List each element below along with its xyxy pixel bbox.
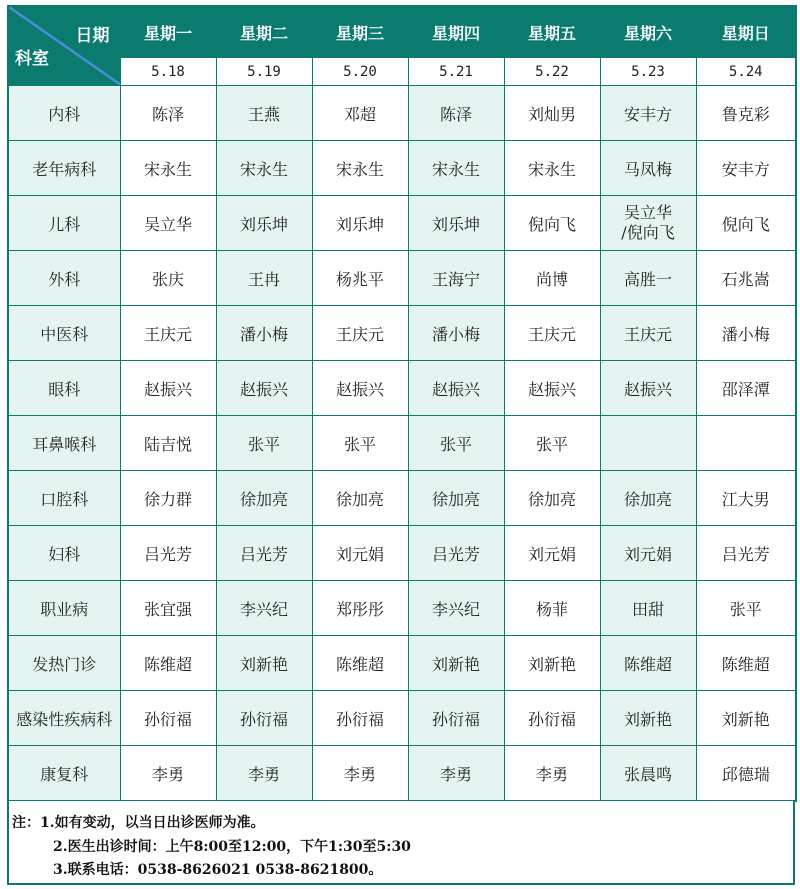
dept-name-cell: 内科	[8, 86, 120, 141]
doctor-cell: 陈泽	[120, 86, 216, 141]
doctor-cell: 徐加亮	[408, 471, 504, 526]
dept-name-cell: 职业病	[8, 581, 120, 636]
doctor-cell: 赵振兴	[312, 361, 408, 416]
dept-name-cell: 发热门诊	[8, 636, 120, 691]
doctor-cell: 王燕	[216, 86, 312, 141]
dept-name-cell: 口腔科	[8, 471, 120, 526]
doctor-cell: 赵振兴	[120, 361, 216, 416]
doctor-cell: 宋永生	[312, 141, 408, 196]
dept-name-cell: 耳鼻喉科	[8, 416, 120, 471]
table-row	[8, 636, 796, 691]
date-cell: 5.20	[312, 58, 408, 86]
table-row	[8, 141, 796, 196]
table-row	[8, 691, 796, 746]
header-row	[8, 6, 796, 58]
weekday-header: 星期日	[696, 6, 796, 58]
doctor-cell: 吴立华 /倪向飞	[600, 196, 696, 251]
notes-box	[7, 801, 795, 885]
doctor-cell: 孙衍福	[216, 691, 312, 746]
doctor-cell: 吕光芳	[216, 526, 312, 581]
corner-header	[8, 6, 120, 86]
dept-name-cell: 中医科	[8, 306, 120, 361]
doctor-cell: 陈维超	[600, 636, 696, 691]
weekday-header: 星期六	[600, 6, 696, 58]
doctor-cell: 张晨鸣	[600, 746, 696, 802]
weekday-header: 星期四	[408, 6, 504, 58]
doctor-cell: 赵振兴	[408, 361, 504, 416]
doctor-cell: 张平	[216, 416, 312, 471]
date-cell: 5.19	[216, 58, 312, 86]
doctor-cell: 刘新艳	[504, 636, 600, 691]
table-row	[8, 86, 796, 141]
doctor-cell: 杨菲	[504, 581, 600, 636]
doctor-cell: 宋永生	[120, 141, 216, 196]
dept-name-cell: 康复科	[8, 746, 120, 802]
doctor-cell: 徐加亮	[600, 471, 696, 526]
table-row	[8, 251, 796, 306]
doctor-cell: 潘小梅	[408, 306, 504, 361]
doctor-cell	[696, 416, 796, 471]
table-row	[8, 306, 796, 361]
doctor-cell: 马凤梅	[600, 141, 696, 196]
doctor-cell: 潘小梅	[696, 306, 796, 361]
doctor-cell: 孙衍福	[312, 691, 408, 746]
note-line-1: 注：1.如有变动，以当日出诊医师为准。	[12, 815, 265, 831]
doctor-cell: 宋永生	[408, 141, 504, 196]
doctor-cell: 郑彤彤	[312, 581, 408, 636]
weekday-header: 星期三	[312, 6, 408, 58]
doctor-cell: 王冉	[216, 251, 312, 306]
doctor-cell: 刘元娟	[312, 526, 408, 581]
date-cell: 5.18	[120, 58, 216, 86]
doctor-cell: 徐加亮	[504, 471, 600, 526]
doctor-cell: 陈维超	[312, 636, 408, 691]
dept-name-cell: 外科	[8, 251, 120, 306]
table-row	[8, 746, 796, 802]
doctor-cell: 刘元娟	[504, 526, 600, 581]
doctor-cell: 王海宁	[408, 251, 504, 306]
doctor-cell: 刘乐坤	[312, 196, 408, 251]
doctor-cell: 安丰方	[696, 141, 796, 196]
note-line-3: 3.联系电话：0538-8626021 0538-8621800。	[53, 862, 383, 878]
doctor-cell: 李勇	[120, 746, 216, 802]
dept-name-cell: 老年病科	[8, 141, 120, 196]
doctor-cell: 李勇	[312, 746, 408, 802]
doctor-cell: 陈维超	[120, 636, 216, 691]
doctor-cell: 高胜一	[600, 251, 696, 306]
doctor-cell: 石兆嵩	[696, 251, 796, 306]
doctor-cell: 刘乐坤	[408, 196, 504, 251]
dept-name-cell: 妇科	[8, 526, 120, 581]
doctor-cell: 孙衍福	[408, 691, 504, 746]
weekday-header: 星期二	[216, 6, 312, 58]
doctor-cell: 孙衍福	[120, 691, 216, 746]
schedule-table	[7, 5, 797, 802]
doctor-cell: 倪向飞	[696, 196, 796, 251]
table-row	[8, 416, 796, 471]
doctor-cell: 徐加亮	[312, 471, 408, 526]
date-axis-label: 日期	[75, 26, 110, 46]
weekday-header: 星期五	[504, 6, 600, 58]
dept-axis-label: 科室	[15, 49, 49, 69]
doctor-cell: 赵振兴	[504, 361, 600, 416]
doctor-cell: 鲁克彩	[696, 86, 796, 141]
doctor-cell: 江大男	[696, 471, 796, 526]
dept-name-cell: 眼科	[8, 361, 120, 416]
doctor-cell: 吕光芳	[696, 526, 796, 581]
doctor-cell: 王庆元	[504, 306, 600, 361]
doctor-cell: 邓超	[312, 86, 408, 141]
doctor-cell: 刘元娟	[600, 526, 696, 581]
doctor-cell: 倪向飞	[504, 196, 600, 251]
doctor-cell: 李兴纪	[216, 581, 312, 636]
doctor-cell: 尚博	[504, 251, 600, 306]
table-row	[8, 526, 796, 581]
doctor-cell: 赵振兴	[216, 361, 312, 416]
doctor-cell: 孙衍福	[504, 691, 600, 746]
doctor-cell: 张庆	[120, 251, 216, 306]
doctor-cell: 李勇	[216, 746, 312, 802]
date-cell: 5.22	[504, 58, 600, 86]
doctor-cell: 徐加亮	[216, 471, 312, 526]
doctor-cell: 吴立华	[120, 196, 216, 251]
doctor-cell: 王庆元	[312, 306, 408, 361]
doctor-cell: 刘新艳	[696, 691, 796, 746]
doctor-cell: 安丰方	[600, 86, 696, 141]
doctor-cell: 张平	[504, 416, 600, 471]
table-row	[8, 581, 796, 636]
doctor-cell: 徐力群	[120, 471, 216, 526]
doctor-cell: 宋永生	[216, 141, 312, 196]
doctor-cell: 刘新艳	[216, 636, 312, 691]
table-row	[8, 361, 796, 416]
weekday-header: 星期一	[120, 6, 216, 58]
schedule-body	[8, 86, 796, 802]
date-cell: 5.24	[696, 58, 796, 86]
doctor-cell: 吕光芳	[120, 526, 216, 581]
doctor-cell: 张宜强	[120, 581, 216, 636]
doctor-cell: 李兴纪	[408, 581, 504, 636]
table-row	[8, 471, 796, 526]
date-cell: 5.23	[600, 58, 696, 86]
doctor-cell: 吕光芳	[408, 526, 504, 581]
doctor-cell: 张平	[408, 416, 504, 471]
doctor-cell: 刘新艳	[408, 636, 504, 691]
doctor-cell: 陈泽	[408, 86, 504, 141]
doctor-cell: 李勇	[504, 746, 600, 802]
doctor-cell: 王庆元	[120, 306, 216, 361]
doctor-cell: 刘灿男	[504, 86, 600, 141]
doctor-cell: 杨兆平	[312, 251, 408, 306]
dept-name-cell: 感染性疾病科	[8, 691, 120, 746]
doctor-cell: 刘乐坤	[216, 196, 312, 251]
doctor-cell: 王庆元	[600, 306, 696, 361]
doctor-cell: 邵泽潭	[696, 361, 796, 416]
dept-name-cell: 儿科	[8, 196, 120, 251]
doctor-cell: 田甜	[600, 581, 696, 636]
doctor-cell: 张平	[312, 416, 408, 471]
date-row	[8, 58, 796, 86]
doctor-cell: 张平	[696, 581, 796, 636]
doctor-cell	[600, 416, 696, 471]
doctor-cell: 陈维超	[696, 636, 796, 691]
date-cell: 5.21	[408, 58, 504, 86]
doctor-cell: 赵振兴	[600, 361, 696, 416]
doctor-cell: 潘小梅	[216, 306, 312, 361]
doctor-cell: 宋永生	[504, 141, 600, 196]
doctor-cell: 刘新艳	[600, 691, 696, 746]
doctor-cell: 陆吉悦	[120, 416, 216, 471]
table-row	[8, 196, 796, 251]
note-line-2: 2.医生出诊时间：上午8:00至12:00，下午1:30至5:30	[53, 839, 411, 855]
doctor-cell: 李勇	[408, 746, 504, 802]
doctor-cell: 邱德瑞	[696, 746, 796, 802]
